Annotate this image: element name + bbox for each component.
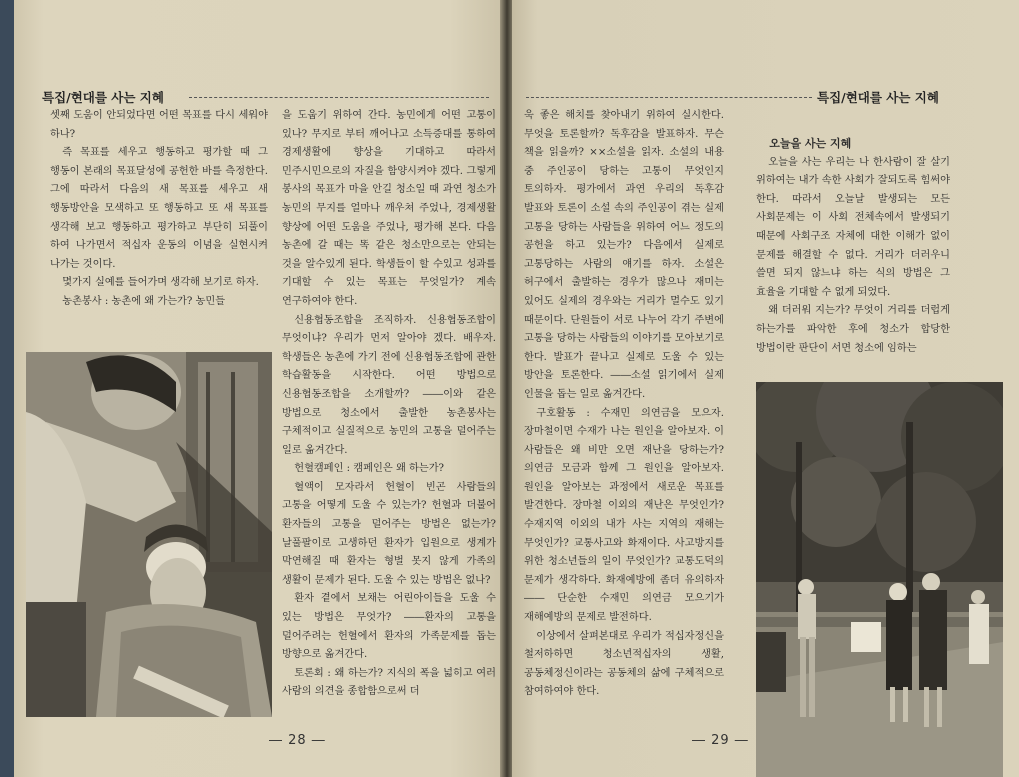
paragraph: 왜 더러워 지는가? 무엇이 거리를 더럽게 하는가를 파악한 후에 청소가 합당한 방법이란 판단이 서면 청소에 임하는 (756, 305, 950, 354)
paragraph: 몇가지 실예를 들어가며 생각해 보기로 하자. (62, 277, 259, 289)
paragraph: 오늘을 사는 우리는 나 한사람이 잘 살기 위하여는 내가 속한 사회가 잘되도록 힘써야 한다. 따라서 오늘날 발생되는 모든 사회문제는 이 사회 전체속에서 발생되기 때문에 사회구조 자체에 대한 이해가 없이 문제를 해결할 수 없다. 거리가 더러우니 쓸면 되지 않느냐 하는 식의 방법은 그 효율을 기대할 수 없게 되었다. (756, 156, 950, 298)
paragraph: 신용협동조합을 조직하자. 신용협동조합이 무엇이냐? 우리가 먼저 알아야 겠다. 배우자. 학생들은 농촌에 가기 전에 신용협동조합에 관한 학습활동을 시작한다. 어떤 방법으로 신용협동조합을 소개할까? ――이와 같은 방법으로 청소에서 출발한 농촌봉사는 구체적이고 실질적으로 농민의 고통을 덜어주는 일로 옮겨간다. (282, 314, 496, 456)
paragraph: 구호활동 : 수재민 의연금을 모으자. 장마철이면 수재가 나는 원인을 알아보자. 이 사람들은 왜 비만 오면 재난을 당하는가? 의연금 모금과 함께 그 원인을 알아보자. 원인을 알아보는 과정에서 새로운 목표를 발견한다. 장마철 이외의 재난은 무엇인가? 수재지역 이외의 내가 사는 지역의 재해는 무엇인가? 교통사고와 화재이다. 사고방지를 위한 청소년들의 일이 무엇인가? 교통도덕의 문제가 생각하다. 화재예방에 좀더 유의하자―― 단순한 수재민 의연금 모으기가 재해예방의 문제로 발전하다. (524, 407, 724, 624)
right-column-2 (756, 135, 950, 358)
magazine-spread (6, 0, 1019, 777)
section-header-left: 특집/현대를 사는 지혜 (42, 90, 164, 105)
left-column-2 (282, 107, 496, 702)
subheading: 오늘을 사는 지혜 (769, 137, 852, 150)
page-number-right: ― 29 ― (692, 733, 749, 748)
paragraph: 환자 곁에서 보채는 어린아이들을 도울 수 있는 방법은 무엇가? ――환자의 고통을 덜어주려는 헌혈에서 환자의 가족문제를 돕는 방향으로 옮겨간다. (282, 593, 496, 661)
paragraph: 을 도웁기 위하여 간다. 농민에게 어떤 고통이 있나? 무지로 부터 깨어나고 소득증대를 통하여 경제생활에 향상을 기대하고 따라서 민주시민으로의 자질을 함양시켜야 겠다. 그렇게 봉사의 목표가 마을 안길 청소일 때 과연 청소가 농민의 무지를 얼마나 깨우쳐 주었나, 경제생활 향상에 어떤 도움을 주었나, 평가해 본다. 다음 농촌에 갈 때는 똑 같은 청소만으로는 안되는 것을 알수있게 된다. 학생들이 할 수있고 성과를 기대할 수 있는 목표는 무엇일가? 계속 연구하여야 한다. (282, 110, 496, 307)
right-column-1 (524, 107, 724, 702)
header-rule-left (189, 97, 489, 98)
section-header-right: 특집/현대를 사는 지혜 (817, 90, 939, 105)
paragraph: 토론회 : 왜 하는가? 지식의 폭을 넓히고 여러 사람의 의견을 종합함으로써 더 (282, 667, 496, 698)
paragraph: 혈액이 모자라서 헌혈이 빈곤 사람들의 고통을 어떻게 도울 수 있는가? 헌혈과 더불어 환자들의 고통을 덜어주는 방법은 없는가? 날풀팔이로 고생하던 환자가 입원으로 생계가 막연해질 때 환자는 형벌 못지 않게 가족의 생활이 문제가 된다. 도울 수 있는 방법은 없나? (282, 481, 496, 586)
paragraph: 농촌봉사 : 농촌에 왜 가는가? 농민들 (62, 295, 226, 307)
left-column-1 (50, 107, 268, 312)
paragraph: 이상에서 살펴본대로 우리가 적십자정신을 철저하하면 청소년적십자의 생활, 공동체정신이라는 공동체의 삶에 구체적으로 참여하여야 한다. (524, 630, 724, 698)
header-rule-right (526, 97, 812, 98)
right-page (512, 0, 1019, 777)
page-number-left: ― 28 ― (269, 733, 326, 748)
paragraph: 욱 좋은 해치를 찾아내기 위하여 실시한다. 무엇을 토론할까? 독후감을 발표하자. 무슨 책을 읽을까? ××소설을 읽자. 소설의 내용 중 주인공이 당하는 고통이 무엇인지 토의하자. 평가에서 과연 우리의 독후감 발표와 토론이 소설 속의 주인공이 겪는 실제 고통을 당하는 사람들을 위하여 어느 정도의 공헌을 하고 있는가? 다음에서 실제로 고통당하는 사람의 얘기를 하자. 소설은 허구에서 출발하는 경우가 많으나 재미는 있어도 실제의 경우와는 거리가 멀수도 있기 때문이다. 단원들이 서로 나누어 각기 주변에 고통을 당하는 사람들의 이야기를 모아보기로 한다. 발표가 끝나고 실제로 도울 수 있는 방안을 토론한다. ――소설 읽기에서 실제 인물을 돕는 일로 옮겨간다. (524, 110, 724, 400)
photo-street-youth (756, 382, 1003, 777)
paragraph: 셋째 도움이 안되었다면 어떤 목표를 다시 세워야 하나? (50, 110, 268, 140)
paragraph: 헌혈캠페인 : 캠페인은 왜 하는가? (294, 463, 445, 475)
paragraph: 즉 목표를 세우고 행동하고 평가할 때 그 행동이 본래의 목표달성에 공헌한 바를 측정한다. 그에 따라서 다음의 새 목표를 세우고 새 행동방안을 모색하고 또 행동하고 또 새 목표를 생각해 보고 행동하고 평가하고 부단히 되풀이 하여 나가면서 적십자 운동의 이념을 실현시켜 나가는 것이다. (50, 147, 268, 270)
left-page (14, 0, 508, 777)
photo-haircut-child (26, 352, 272, 717)
